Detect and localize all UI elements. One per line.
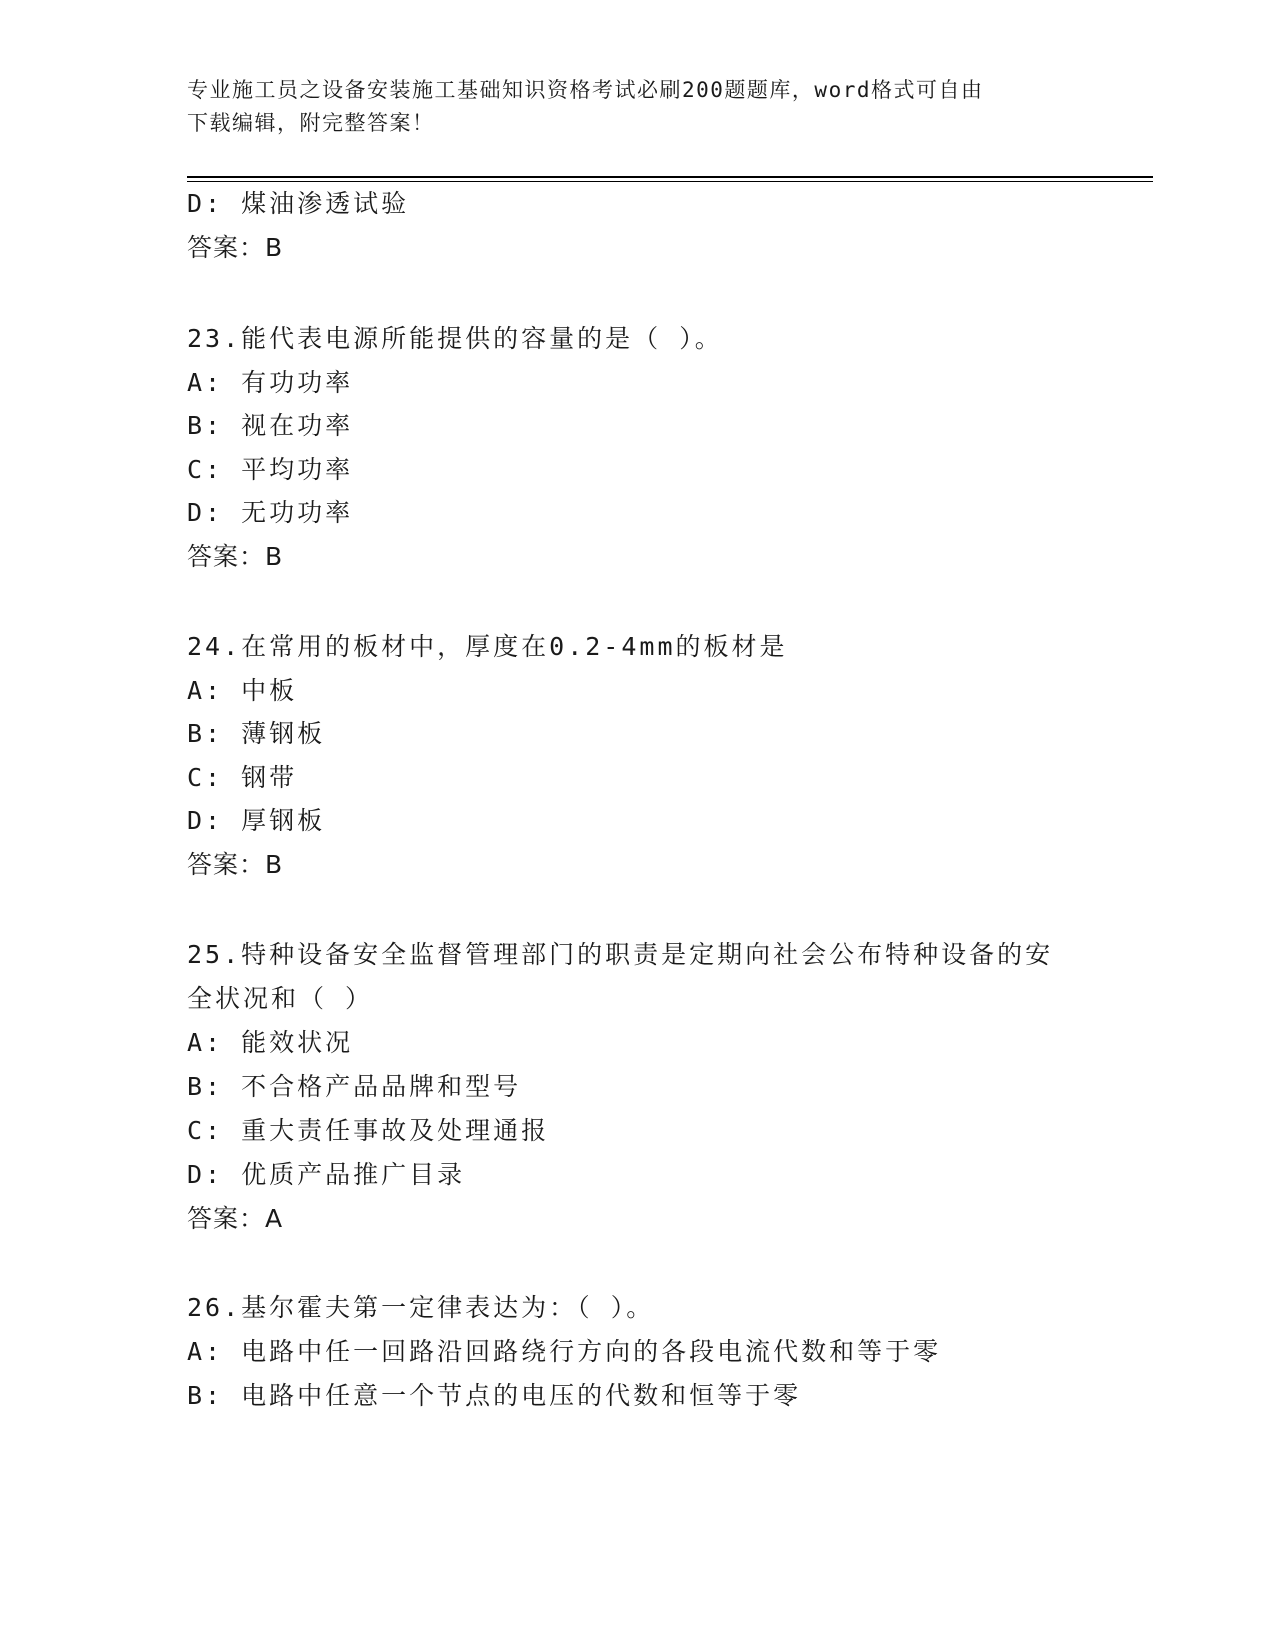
q23-answer: 答案：B (187, 542, 284, 571)
header-line-1: 专业施工员之设备安装施工基础知识资格考试必刷200题题库，word格式可自由 (187, 78, 984, 102)
q24-question: 24.在常用的板材中，厚度在0.2-4mm的板材是 (187, 632, 788, 661)
header-line-2: 下载编辑，附完整答案！ (187, 111, 435, 135)
q24-answer: 答案：B (187, 850, 284, 879)
q24-option-c: C: 钢带 (187, 763, 298, 792)
q26-question: 26.基尔霍夫第一定律表达为：（ ）。 (187, 1293, 655, 1322)
q25-option-a: A: 能效状况 (187, 1028, 354, 1057)
q22-answer: 答案：B (187, 233, 284, 262)
q25-question-line-2: 全状况和（ ） (187, 984, 374, 1013)
q23-option-c: C: 平均功率 (187, 455, 354, 484)
q24-option-b: B: 薄钢板 (187, 719, 326, 748)
q23-option-d: D: 无功功率 (187, 498, 354, 527)
q23-question: 23.能代表电源所能提供的容量的是（ ）。 (187, 324, 723, 353)
header-divider (187, 176, 1153, 178)
q22-option-d: D: 煤油渗透试验 (187, 189, 410, 218)
q23-option-a: A: 有功功率 (187, 368, 354, 397)
q26-option-b: B: 电路中任意一个节点的电压的代数和恒等于零 (187, 1381, 802, 1410)
q25-option-b: B: 不合格产品品牌和型号 (187, 1072, 522, 1101)
document-header (187, 74, 1087, 140)
q24-option-d: D: 厚钢板 (187, 806, 326, 835)
q25-answer: 答案：A (187, 1204, 284, 1233)
q23-option-b: B: 视在功率 (187, 411, 354, 440)
q24-option-a: A: 中板 (187, 676, 298, 705)
q25-option-c: C: 重大责任事故及处理通报 (187, 1116, 550, 1145)
q26-option-a: A: 电路中任一回路沿回路绕行方向的各段电流代数和等于零 (187, 1337, 942, 1366)
header-divider-thin (187, 181, 1153, 182)
q25-option-d: D: 优质产品推广目录 (187, 1160, 466, 1189)
q25-question-line-1: 25.特种设备安全监督管理部门的职责是定期向社会公布特种设备的安 (187, 940, 1054, 969)
